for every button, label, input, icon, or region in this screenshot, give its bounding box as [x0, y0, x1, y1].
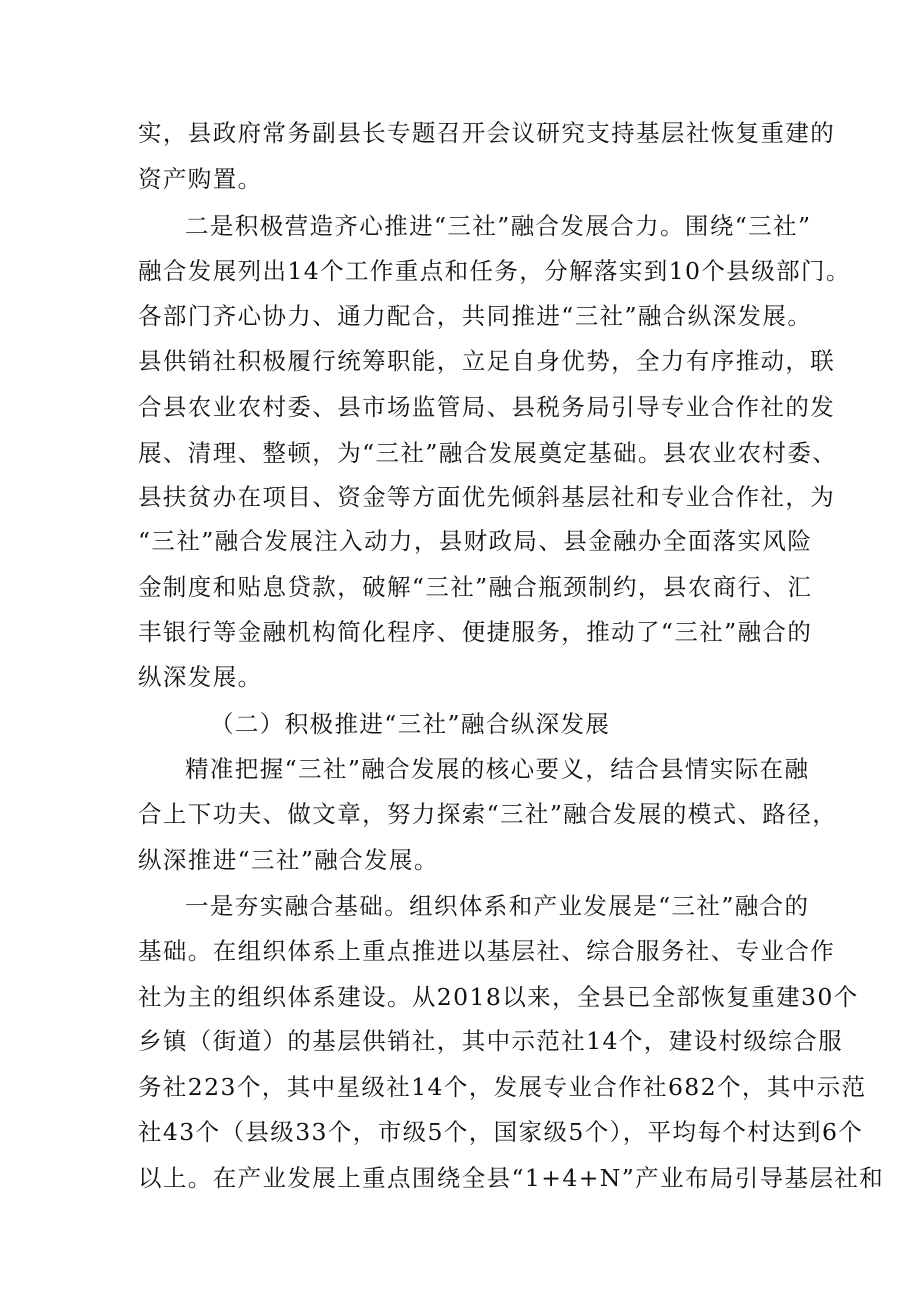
text-line: 融合发展列出14个工作重点和任务，分解落实到10个县级部门。 [138, 257, 851, 285]
text-line: 以上。在产业发展上重点围绕全县“1+4+N”产业布局引导基层社和 [138, 1164, 885, 1192]
text-line: 丰银行等金融机构简化程序、便捷服务，推动了“三社”融合的 [138, 618, 813, 646]
text-line: 合县农业农村委、县市场监管局、县税务局引导专业合作社的发 [138, 393, 836, 421]
text-line: 县供销社积极履行统筹职能，立足自身优势，全力有序推动，联 [138, 347, 836, 375]
section-heading: （二）积极推进“三社”融合纵深发展 [210, 710, 611, 738]
text-line: 县扶贫办在项目、资金等方面优先倾斜基层社和专业合作社，为 [138, 483, 836, 511]
text-line: 纵深推进“三社”融合发展。 [138, 846, 439, 874]
text-line: 纵深发展。 [138, 663, 263, 691]
text-line: 合上下功夫、做文章，努力探索“三社”融合发展的模式、路径， [138, 800, 838, 828]
text-line: 各部门齐心协力、通力配合，共同推进“三社”融合纵深发展。 [138, 302, 813, 330]
text-line: 实，县政府常务副县长专题召开会议研究支持基层社恢复重建的 [138, 119, 836, 147]
text-line: 资产购置。 [138, 165, 263, 193]
text-line: 展、清理、整顿，为“三社”融合发展奠定基础。县农业农村委、 [138, 439, 838, 467]
text-line: 社为主的组织体系建设。从2018以来，全县已全部恢复重建30个 [138, 983, 859, 1011]
paragraph-first-line: 精准把握“三社”融合发展的核心要义，结合县情实际在融 [185, 755, 810, 783]
text-line: 社43个（县级33个，市级5个，国家级5个），平均每个村达到6个 [138, 1118, 864, 1146]
text-line: “三社”融合发展注入动力，县财政局、县金融办全面落实风险 [138, 527, 813, 555]
text-line: 务社223个，其中星级社14个，发展专业合作社682个，其中示范 [138, 1073, 867, 1101]
text-line: 金制度和贴息贷款，破解“三社”融合瓶颈制约，县农商行、汇 [138, 573, 813, 601]
paragraph-first-line: 一是夯实融合基础。组织体系和产业发展是“三社”融合的 [185, 892, 810, 920]
text-line: 乡镇（街道）的基层供销社，其中示范社14个，建设村级综合服 [138, 1027, 844, 1055]
paragraph-first-line: 二是积极营造齐心推进“三社”融合发展合力。围绕“三社” [185, 212, 812, 240]
text-line: 基础。在组织体系上重点推进以基层社、综合服务社、专业合作 [138, 937, 836, 965]
